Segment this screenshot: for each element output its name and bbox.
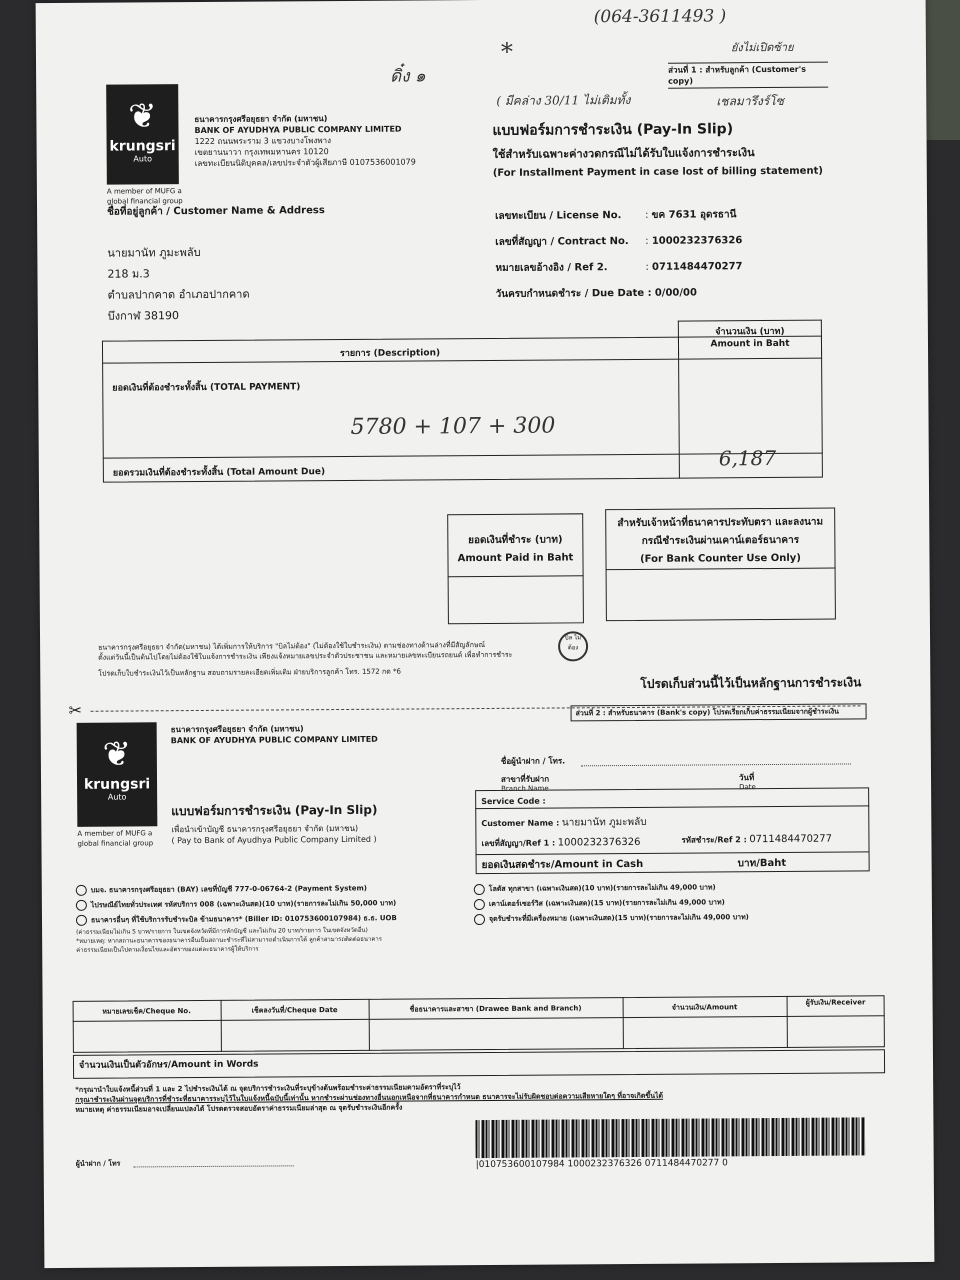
customer-addr-2: ตำบลปากคาด อำเภอปากคาด [107,287,250,302]
cheque-header-bank: ชื่อธนาคารและสาขา (Drawee Bank and Branch) [409,1004,582,1014]
customer-copy-label: ส่วนที่ 1 : สำหรับลูกค้า (Customer's copy) [668,62,828,89]
baht-label: บาท/Baht [737,857,787,870]
bank-counter-label [605,514,835,570]
bottom-ref1-label: เลขที่สัญญา/Ref 1 : [481,838,556,849]
bank-counter-en: (For Bank Counter Use Only) [640,552,801,565]
bank-addr-3: เลขทะเบียนนิติบุคคล/เลขประจำตัวผู้เสียภาษี 0107536001079 [194,157,416,169]
logo-sub: Auto [133,154,152,164]
amount-paid-label [447,531,583,568]
customer-addr-1: 218 ม.3 [107,267,150,281]
contract-value: 1000232376326 [651,235,743,247]
bottom-cust-name-value: นายมานัท ภูมะพลับ [561,816,647,829]
notice-line-2: ตั้งแต่วันนี้เป็นต้นไปโดยไม่ต้องใช้ใบแจ้งการชำระเงิน เพียงแจ้งหมายเลขประจำตัวประชาชน และหมายเลขทะเบียนรถยนต์ เพื่อทำการชำระ [98,650,513,662]
bank-name-th-bottom: ธนาคารกรุงศรีอยุธยา จำกัด (มหาชน) [170,724,304,735]
date-en: Date [739,783,756,792]
amount-header-en: Amount in Baht [710,338,790,350]
handwritten-amount-sum: 5780 + 107 + 300 [350,413,556,440]
bank-info-block [194,112,415,169]
contract-label: เลขที่สัญญา / Contract No. [495,235,629,248]
barcode-text: |010753600107984 1000232376326 0711484470277 0 [475,1158,728,1171]
form-subtitle-en: (For Installment Payment in case lost of billing statement) [492,165,823,179]
no-bill-icon: บิล ไม่ต้อง [558,631,588,661]
payment-barcode [475,1117,865,1158]
bank-name-en: BANK OF AYUDHYA PUBLIC COMPANY LIMITED [194,124,402,136]
channel-kiosk-radio[interactable] [474,914,485,925]
bank-name-th: ธนาคารกรุงศรีอยุธยา จำกัด (มหาชน) [194,114,328,125]
bank-counter-th-2: กรณีชำระเงินผ่านเคาน์เตอร์ธนาคาร [641,534,800,547]
handwritten-amount-total: 6,187 [718,445,777,471]
krungsri-emblem-icon-bottom: ❦ [102,734,132,775]
channel-post-text: ไปรษณีย์ไทยทั่วประเทศ รหัสบริการ 008 (เฉพาะเงินสด)(10 บาท)(รายการละไม่เกิน 50,000 บาท) [90,899,397,910]
date-label: วันที่ [738,773,755,783]
bank-info-bottom [171,723,378,746]
logo-name-bottom: krungsri [83,776,151,793]
handwritten-star: * [500,37,514,66]
bank-addr-1: 1222 ถนนพระราม 3 แขวงบางโพงพาง [194,136,332,147]
amount-paid-box [447,513,584,624]
ref2-row [681,834,832,846]
channel-bay-text: บมจ. ธนาคารกรุงศรีอยุธยา (BAY) เลขที่บัญชี 777-0-06764-2 (Payment System) [90,884,367,895]
channel-other-bank-radio[interactable] [76,915,87,926]
cheque-header-date: เช็คลงวันที่/Cheque Date [251,1006,338,1015]
service-notice [98,639,558,678]
customer-address [107,242,250,327]
depositor-label: ชื่อผู้นำฝาก / โทร. [500,756,566,766]
channel-post-radio[interactable] [76,900,87,911]
form-sub-en-bottom: ( Pay to Bank of Ayudhya Public Company Limited ) [171,834,377,846]
form-title: แบบฟอร์มการชำระเงิน (Pay-In Slip) [492,121,734,139]
scissors-icon: ✂ [68,700,83,720]
due-label: วันครบกำหนดชำระ / Due Date : [495,287,652,300]
pay-in-slip-paper [36,0,935,1268]
ref2-value: 0711484470277 [651,261,743,273]
channel-counter-service-radio[interactable] [474,899,485,910]
form-title-bottom-block [171,801,378,846]
channel-lotus-text: โลตัส ทุกสาขา (เฉพาะเงินสด)(10 บาท)(รายการละไม่เกิน 49,000 บาท) [488,883,716,893]
bottom-ref2-value: 0711484470277 [749,833,833,846]
service-code-label: Service Code : [481,796,546,807]
channel-lotus-radio[interactable] [474,884,485,895]
krungsri-logo [106,84,179,185]
bottom-ref1-value: 1000232376326 [557,836,641,849]
keep-receipt-text: โปรดเก็บส่วนนี้ไว้เป็นหลักฐานการชำระเงิน [640,675,862,691]
pay-channels-left [76,882,472,955]
customer-name-row [481,817,646,829]
customer-name: นายมานัท ภูมะพลับ [107,245,201,260]
footer-note-1: *กรุณานำใบแจ้งหนี้ส่วนที่ 1 และ 2 ไปชำระเงินได้ ณ จุดบริการชำระเงินที่ระบุข้างต้นพร้อมชำระค่าธรรมเนียมตามอัตราที่ระบุไว้ [75,1083,461,1094]
channel-note-2: *หมายเหตุ: หากสถานะธนาคารของธนาคารอื่นเป็นสถานะชำระที่ไม่สามารถดำเนินการได้ ลูกค้าสามารถติดต่อธนาคาร [76,935,383,945]
signer-line [134,1165,294,1167]
total-due-row: ยอดรวมเงินที่ต้องชำระทั้งสิ้น (Total Amount Due) [112,467,326,479]
ref2-label: หมายเลขอ้างอิง / Ref 2. [495,262,608,274]
license-colon: : [645,209,649,221]
notice-line-1: ธนาคารกรุงศรีอยุธยา จำกัด(มหาชน) ได้เพิ่มการให้บริการ "บิลไม่ต้อง" (ไม่ต้องใช้ใบชำระเงิน) ตามช่องทางด้านล่างที่มีสัญลักษณ์ [98,641,486,652]
ref1-row [481,837,640,849]
bank-name-en-bottom: BANK OF AYUDHYA PUBLIC COMPANY LIMITED [170,734,378,746]
handwritten-mark: ดิ๋ง ๑ [390,66,426,87]
bank-counter-th-1: สำหรับเจ้าหน้าที่ธนาคารประทับตรา และลงนาม [617,516,824,530]
customer-label: ชื่อที่อยู่ลูกค้า / Customer Name & Address [107,205,325,218]
channel-bay-radio[interactable] [76,885,87,896]
bottom-cust-name-label: Customer Name : [481,818,560,829]
bottom-ref2-label: รหัสชำระ/Ref 2 : [681,835,747,845]
cheque-header-no: หมายเลขเช็ค/Cheque No. [102,1007,191,1016]
footer-note-2: กรุณาชำระเงินผ่านจุดบริการที่ชำระที่ธนาคารระบุไว้ในใบแจ้งหนี้ฉบับนี้เท่านั้น หากชำระผ่านช่องทางอื่นนอกเหนือจากที่ธนาคารกำหนด ธนาคารจะไม่รับผิดชอบต่อความเสียหายใดๆ ที่อาจเกิดขึ้นได้ [75,1091,664,1104]
due-value: 0/00/00 [654,287,697,299]
bank-addr-2: เขตยานนาวา กรุงเทพมหานคร 10120 [194,147,329,158]
depositor-line [581,763,851,766]
channel-other-bank-text: ธนาคารอื่นๆ ที่ใช้บริการรับชำระบิล ข้ามธนาคาร* (Biller ID: 010753600107984) ธ.ธ. UOB [90,914,397,925]
cheque-header-receiver: ผู้รับเงิน/Receiver [805,998,866,1007]
ref2-colon: : [645,261,649,273]
mufg-tag: A member of MUFG a global financial group [106,187,183,206]
amount-in-words-label: จำนวนเงินเป็นตัวอักษร/Amount in Words [78,1059,259,1071]
cheque-header-amount: จำนวนเงิน/Amount [671,1003,738,1012]
logo-sub-bottom: Auto [107,792,127,802]
total-payment-row: ยอดเงินที่ต้องชำระทั้งสิ้น (TOTAL PAYMENT) [112,382,301,394]
bank-copy-label: ส่วนที่ 2 : สำหรับธนาคาร (Bank's copy) โปรดเรียกเก็บค่าธรรมเนียมจากผู้ชำระเงิน [571,703,867,721]
amount-header-th: จำนวนเงิน (บาท) [715,326,785,338]
channel-note-3: ค่าธรรมเนียมเป็นไปตามเงื่อนไขและอัตราของแต่ละธนาคารผู้ให้บริการ [76,945,259,954]
mufg-tag-bottom: A member of MUFG a global financial group [77,829,154,848]
handwritten-top-note: ยังไม่เปิดซ้าย [730,40,794,55]
notice-line-3: โปรดเก็บใบชำระเงินไว้เป็นหลักฐาน สอบถามรายละเอียดเพิ่มเติม ฝ่ายบริการลูกค้า โทร. 1572 กด *6 [98,667,401,678]
contract-colon: : [645,235,649,247]
license-value: ขค 7631 อุดรธานี [651,209,737,221]
logo-name: krungsri [109,138,176,155]
amount-header [678,326,822,351]
customer-addr-3: บึงกาฬ 38190 [107,309,180,323]
channel-note-1: (ค่าธรรมเนียมไม่เกิน 5 บาท/รายการ ในเขตจังหวัดที่มีการหักบัญชี และไม่เกิน 20 บาท/รายการ ในเขตจังหวัดอื่น) [76,926,368,936]
branch-en: Branch Name [501,784,549,793]
branch-label: สาขาที่รับฝาก [500,774,550,784]
form-title-bottom: แบบฟอร์มการชำระเงิน (Pay-In Slip) [171,802,378,819]
license-label: เลขทะเบียน / License No. [495,210,622,222]
signer-label: ผู้นำฝาก / โทร [75,1159,121,1168]
footer-note-3: หมายเหตุ ค่าธรรมเนียมอาจเปลี่ยนแปลงได้ โปรดตรวจสอบอัตราค่าธรรมเนียมล่าสุด ณ จุดรับชำระเงินอีกครั้ง [75,1103,403,1114]
form-subtitle-th: ใช้สำหรับเฉพาะค่างวดกรณีไม่ได้รับใบแจ้งการชำระเงิน [492,146,755,161]
channel-counter-service-text: เคาน์เตอร์เซอร์วิส (เฉพาะเงินสด)(15 บาท)(รายการละไม่เกิน 49,000 บาท) [488,898,725,908]
pay-channels-right [474,879,874,927]
handwritten-phone: (064-3611493 ) [593,6,727,28]
handwritten-note-right: เชลมารึงร์โซ [716,93,784,109]
handwritten-note-line: ( มีคล่าง 30/11 ไม่เติมทั้ง [496,92,631,108]
amount-paid-en: Amount Paid in Baht [457,552,574,565]
description-header: รายการ (Description) [339,348,441,360]
footer-notes [75,1079,875,1115]
channel-kiosk-text: จุดรับชำระที่มีเครื่องหมาย (เฉพาะเงินสด)(15 บาท)(รายการละไม่เกิน 49,000 บาท) [488,913,749,923]
krungsri-emblem-icon: ❦ [127,96,157,137]
amount-paid-th: ยอดเงินที่ชำระ (บาท) [468,534,563,547]
contract-info [495,202,743,308]
form-sub-th-bottom: เพื่อนำเข้าบัญชี ธนาคารกรุงศรีอยุธยา จำกัด (มหาชน) [171,823,359,835]
form-title-block [492,118,823,179]
cash-label: ยอดเงินสดชำระ/Amount in Cash [481,858,644,872]
krungsri-logo-bottom [77,722,158,827]
